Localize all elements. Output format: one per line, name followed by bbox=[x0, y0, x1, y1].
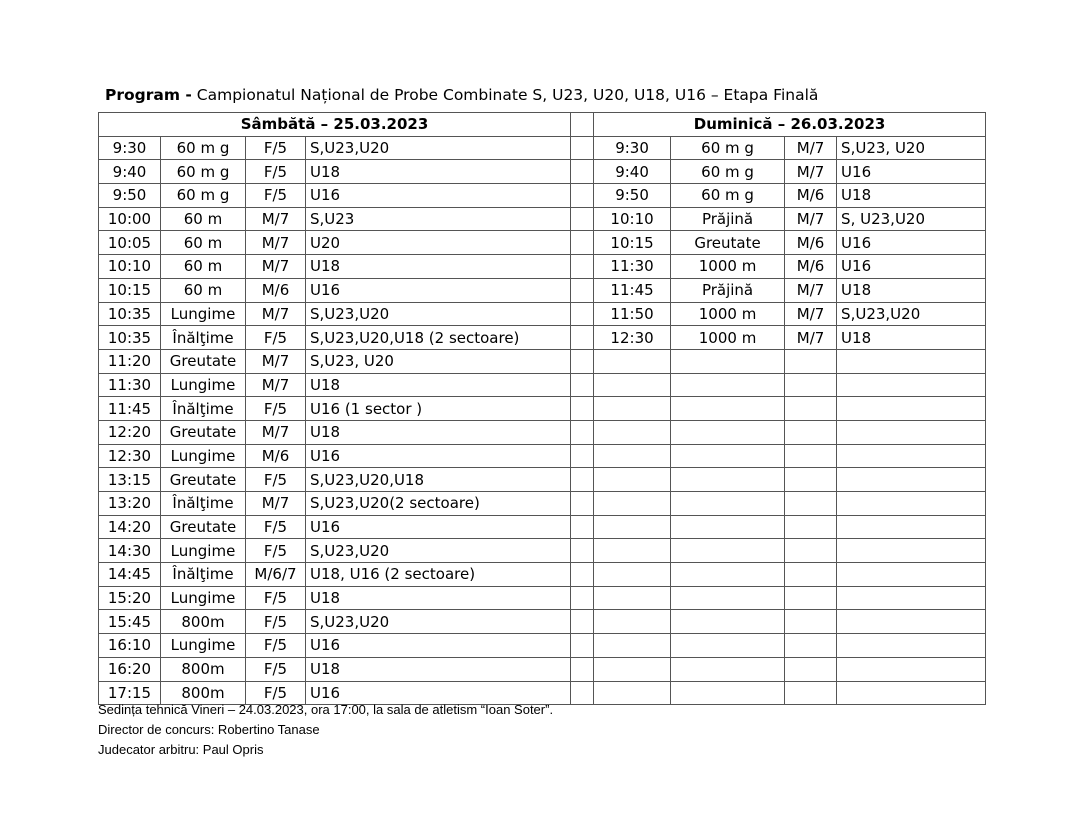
title-text: Campionatul Național de Probe Combinate S, U23, U20, U18, U16 – Etapa Finală bbox=[196, 86, 819, 104]
sunday-category-cell: S,U23, U20 bbox=[837, 136, 986, 160]
schedule-table bbox=[98, 112, 986, 705]
table-row bbox=[99, 586, 986, 610]
sunday-time-cell: 9:50 bbox=[594, 184, 671, 208]
sunday-event-cell bbox=[671, 563, 785, 587]
saturday-time-cell: 10:35 bbox=[99, 302, 161, 326]
saturday-group-cell: F/5 bbox=[246, 136, 306, 160]
saturday-event-cell: 60 m bbox=[161, 255, 246, 279]
table-row bbox=[99, 610, 986, 634]
saturday-event-cell: Înălţime bbox=[161, 492, 246, 516]
sunday-time-cell: 9:30 bbox=[594, 136, 671, 160]
sunday-category-cell bbox=[837, 468, 986, 492]
sunday-event-cell bbox=[671, 515, 785, 539]
saturday-category-cell: S,U23,U20,U18 bbox=[306, 468, 571, 492]
sunday-time-cell: 11:30 bbox=[594, 255, 671, 279]
saturday-category-cell: U16 bbox=[306, 184, 571, 208]
saturday-time-cell: 9:50 bbox=[99, 184, 161, 208]
sunday-event-cell: 1000 m bbox=[671, 326, 785, 350]
sunday-group-cell bbox=[785, 468, 837, 492]
sunday-event-cell: Prăjină bbox=[671, 278, 785, 302]
saturday-event-cell: 800m bbox=[161, 681, 246, 705]
sunday-time-cell: 10:15 bbox=[594, 231, 671, 255]
sunday-time-cell: 10:10 bbox=[594, 207, 671, 231]
sunday-group-cell: M/7 bbox=[785, 136, 837, 160]
sunday-group-cell bbox=[785, 444, 837, 468]
table-row bbox=[99, 255, 986, 279]
sunday-event-cell: 60 m g bbox=[671, 160, 785, 184]
spacer-cell bbox=[571, 657, 594, 681]
sunday-event-cell bbox=[671, 492, 785, 516]
saturday-time-cell: 13:15 bbox=[99, 468, 161, 492]
table-row bbox=[99, 231, 986, 255]
saturday-group-cell: M/7 bbox=[246, 302, 306, 326]
saturday-group-cell: F/5 bbox=[246, 184, 306, 208]
sunday-time-cell bbox=[594, 515, 671, 539]
sunday-event-cell: 60 m g bbox=[671, 184, 785, 208]
spacer-cell bbox=[571, 349, 594, 373]
sunday-group-cell bbox=[785, 563, 837, 587]
saturday-group-cell: F/5 bbox=[246, 326, 306, 350]
sunday-time-cell bbox=[594, 610, 671, 634]
saturday-category-cell: U16 bbox=[306, 634, 571, 658]
saturday-group-cell: F/5 bbox=[246, 468, 306, 492]
sunday-category-cell bbox=[837, 444, 986, 468]
sunday-category-cell bbox=[837, 515, 986, 539]
sunday-group-cell: M/7 bbox=[785, 160, 837, 184]
sunday-time-cell bbox=[594, 468, 671, 492]
saturday-time-cell: 15:20 bbox=[99, 586, 161, 610]
saturday-event-cell: Lungime bbox=[161, 444, 246, 468]
sunday-event-cell bbox=[671, 681, 785, 705]
saturday-category-cell: U16 (1 sector ) bbox=[306, 397, 571, 421]
sunday-category-cell bbox=[837, 610, 986, 634]
spacer-cell bbox=[571, 184, 594, 208]
sunday-event-cell bbox=[671, 349, 785, 373]
sunday-time-cell bbox=[594, 681, 671, 705]
sunday-event-cell bbox=[671, 468, 785, 492]
saturday-event-cell: Înălţime bbox=[161, 326, 246, 350]
saturday-group-cell: F/5 bbox=[246, 515, 306, 539]
spacer-cell bbox=[571, 373, 594, 397]
saturday-time-cell: 16:20 bbox=[99, 657, 161, 681]
saturday-event-cell: 60 m bbox=[161, 278, 246, 302]
spacer-cell bbox=[571, 278, 594, 302]
sunday-group-cell bbox=[785, 349, 837, 373]
table-row bbox=[99, 444, 986, 468]
saturday-category-cell: U18, U16 (2 sectoare) bbox=[306, 563, 571, 587]
saturday-group-cell: M/7 bbox=[246, 492, 306, 516]
saturday-time-cell: 14:30 bbox=[99, 539, 161, 563]
sunday-event-cell bbox=[671, 586, 785, 610]
spacer-cell bbox=[571, 468, 594, 492]
saturday-event-cell: 60 m g bbox=[161, 136, 246, 160]
spacer-cell bbox=[571, 255, 594, 279]
table-row bbox=[99, 492, 986, 516]
saturday-category-cell: U16 bbox=[306, 278, 571, 302]
sunday-group-cell bbox=[785, 492, 837, 516]
saturday-group-cell: M/7 bbox=[246, 231, 306, 255]
saturday-event-cell: 800m bbox=[161, 657, 246, 681]
spacer-cell bbox=[571, 302, 594, 326]
table-row bbox=[99, 563, 986, 587]
sunday-category-cell: S,U23,U20 bbox=[837, 302, 986, 326]
sunday-group-cell bbox=[785, 515, 837, 539]
saturday-event-cell: Greutate bbox=[161, 515, 246, 539]
saturday-category-cell: U18 bbox=[306, 160, 571, 184]
saturday-group-cell: M/7 bbox=[246, 207, 306, 231]
sunday-category-cell bbox=[837, 563, 986, 587]
saturday-time-cell: 10:05 bbox=[99, 231, 161, 255]
sunday-category-cell bbox=[837, 373, 986, 397]
saturday-group-cell: M/6 bbox=[246, 278, 306, 302]
sunday-group-cell: M/7 bbox=[785, 207, 837, 231]
sunday-category-cell: U16 bbox=[837, 255, 986, 279]
saturday-time-cell: 10:10 bbox=[99, 255, 161, 279]
sunday-group-cell bbox=[785, 397, 837, 421]
sunday-category-cell bbox=[837, 349, 986, 373]
table-row bbox=[99, 136, 986, 160]
saturday-category-cell: S,U23 bbox=[306, 207, 571, 231]
spacer-cell bbox=[571, 136, 594, 160]
saturday-category-cell: S,U23,U20,U18 (2 sectoare) bbox=[306, 326, 571, 350]
sunday-category-cell bbox=[837, 420, 986, 444]
note-line: Judecator arbitru: Paul Opris bbox=[98, 742, 264, 757]
saturday-time-cell: 9:40 bbox=[99, 160, 161, 184]
saturday-category-cell: S,U23,U20 bbox=[306, 136, 571, 160]
saturday-time-cell: 10:00 bbox=[99, 207, 161, 231]
saturday-category-cell: S,U23,U20 bbox=[306, 302, 571, 326]
saturday-event-cell: Înălţime bbox=[161, 397, 246, 421]
sunday-group-cell bbox=[785, 420, 837, 444]
table-row bbox=[99, 160, 986, 184]
spacer-cell bbox=[571, 444, 594, 468]
document-title bbox=[105, 86, 818, 104]
saturday-time-cell: 10:35 bbox=[99, 326, 161, 350]
saturday-time-cell: 10:15 bbox=[99, 278, 161, 302]
saturday-category-cell: S,U23,U20 bbox=[306, 610, 571, 634]
sunday-event-cell: Prăjină bbox=[671, 207, 785, 231]
sunday-group-cell bbox=[785, 610, 837, 634]
sunday-category-cell bbox=[837, 657, 986, 681]
saturday-group-cell: M/7 bbox=[246, 255, 306, 279]
saturday-group-cell: F/5 bbox=[246, 657, 306, 681]
sunday-event-cell bbox=[671, 610, 785, 634]
sunday-time-cell bbox=[594, 563, 671, 587]
saturday-group-cell: M/6/7 bbox=[246, 563, 306, 587]
sunday-group-cell: M/6 bbox=[785, 231, 837, 255]
sunday-event-cell: 1000 m bbox=[671, 302, 785, 326]
saturday-time-cell: 11:45 bbox=[99, 397, 161, 421]
saturday-group-cell: M/6 bbox=[246, 444, 306, 468]
sunday-group-cell bbox=[785, 657, 837, 681]
table-row bbox=[99, 349, 986, 373]
sunday-category-cell: U18 bbox=[837, 184, 986, 208]
saturday-category-cell: U18 bbox=[306, 373, 571, 397]
saturday-category-cell: U18 bbox=[306, 255, 571, 279]
spacer-cell bbox=[571, 515, 594, 539]
sunday-time-cell: 9:40 bbox=[594, 160, 671, 184]
saturday-category-cell: S,U23,U20 bbox=[306, 539, 571, 563]
note-line: Sedința tehnică Vineri – 24.03.2023, ora 17:00, la sala de atletism “Ioan Soter”. bbox=[98, 702, 554, 717]
saturday-event-cell: 60 m bbox=[161, 231, 246, 255]
sunday-time-cell bbox=[594, 539, 671, 563]
saturday-event-cell: 60 m g bbox=[161, 160, 246, 184]
saturday-category-cell: U20 bbox=[306, 231, 571, 255]
saturday-category-cell: U18 bbox=[306, 657, 571, 681]
spacer-cell bbox=[571, 113, 594, 137]
sunday-category-cell bbox=[837, 634, 986, 658]
table-row bbox=[99, 207, 986, 231]
sunday-time-cell bbox=[594, 444, 671, 468]
table-row bbox=[99, 397, 986, 421]
saturday-event-cell: Lungime bbox=[161, 586, 246, 610]
saturday-time-cell: 11:20 bbox=[99, 349, 161, 373]
table-row bbox=[99, 184, 986, 208]
saturday-group-cell: M/7 bbox=[246, 420, 306, 444]
saturday-time-cell: 13:20 bbox=[99, 492, 161, 516]
saturday-category-cell: S,U23,U20(2 sectoare) bbox=[306, 492, 571, 516]
sunday-time-cell bbox=[594, 586, 671, 610]
saturday-time-cell: 12:30 bbox=[99, 444, 161, 468]
sunday-group-cell bbox=[785, 634, 837, 658]
saturday-time-cell: 15:45 bbox=[99, 610, 161, 634]
spacer-cell bbox=[571, 586, 594, 610]
saturday-event-cell: 60 m bbox=[161, 207, 246, 231]
saturday-group-cell: F/5 bbox=[246, 539, 306, 563]
spacer-cell bbox=[571, 539, 594, 563]
saturday-time-cell: 9:30 bbox=[99, 136, 161, 160]
saturday-event-cell: 60 m g bbox=[161, 184, 246, 208]
saturday-event-cell: Greutate bbox=[161, 349, 246, 373]
sunday-event-cell bbox=[671, 420, 785, 444]
saturday-group-cell: F/5 bbox=[246, 160, 306, 184]
saturday-category-cell: U16 bbox=[306, 515, 571, 539]
table-row bbox=[99, 539, 986, 563]
saturday-time-cell: 17:15 bbox=[99, 681, 161, 705]
sunday-category-cell: U16 bbox=[837, 160, 986, 184]
saturday-event-cell: Lungime bbox=[161, 373, 246, 397]
saturday-time-cell: 12:20 bbox=[99, 420, 161, 444]
sunday-group-cell bbox=[785, 373, 837, 397]
table-row bbox=[99, 657, 986, 681]
saturday-event-cell: Lungime bbox=[161, 539, 246, 563]
sunday-event-cell bbox=[671, 444, 785, 468]
sunday-category-cell bbox=[837, 681, 986, 705]
sunday-category-cell: U16 bbox=[837, 231, 986, 255]
spacer-cell bbox=[571, 634, 594, 658]
sunday-event-cell bbox=[671, 634, 785, 658]
sunday-group-cell bbox=[785, 586, 837, 610]
sunday-group-cell bbox=[785, 681, 837, 705]
sunday-time-cell bbox=[594, 420, 671, 444]
spacer-cell bbox=[571, 420, 594, 444]
saturday-group-cell: F/5 bbox=[246, 634, 306, 658]
notes-block bbox=[98, 700, 553, 760]
title-bold: Program - bbox=[105, 86, 192, 104]
note-line: Director de concurs: Robertino Tanase bbox=[98, 722, 320, 737]
saturday-category-cell: S,U23, U20 bbox=[306, 349, 571, 373]
table-row bbox=[99, 515, 986, 539]
sunday-event-cell: 60 m g bbox=[671, 136, 785, 160]
sunday-time-cell bbox=[594, 349, 671, 373]
table-row bbox=[99, 468, 986, 492]
saturday-group-cell: F/5 bbox=[246, 586, 306, 610]
sunday-category-cell bbox=[837, 539, 986, 563]
saturday-category-cell: U16 bbox=[306, 444, 571, 468]
sunday-event-cell bbox=[671, 657, 785, 681]
saturday-header: Sâmbătă – 25.03.2023 bbox=[99, 113, 571, 137]
sunday-category-cell: S, U23,U20 bbox=[837, 207, 986, 231]
sunday-event-cell bbox=[671, 539, 785, 563]
saturday-category-cell: U18 bbox=[306, 586, 571, 610]
sunday-category-cell bbox=[837, 397, 986, 421]
spacer-cell bbox=[571, 326, 594, 350]
table-row bbox=[99, 420, 986, 444]
spacer-cell bbox=[571, 563, 594, 587]
sunday-group-cell: M/6 bbox=[785, 184, 837, 208]
sunday-event-cell bbox=[671, 397, 785, 421]
sunday-event-cell bbox=[671, 373, 785, 397]
table-row bbox=[99, 373, 986, 397]
sunday-time-cell bbox=[594, 634, 671, 658]
saturday-event-cell: Lungime bbox=[161, 302, 246, 326]
table-row bbox=[99, 326, 986, 350]
spacer-cell bbox=[571, 681, 594, 705]
saturday-time-cell: 11:30 bbox=[99, 373, 161, 397]
saturday-category-cell: U16 bbox=[306, 681, 571, 705]
spacer-cell bbox=[571, 610, 594, 634]
sunday-group-cell: M/7 bbox=[785, 278, 837, 302]
saturday-group-cell: M/7 bbox=[246, 373, 306, 397]
saturday-event-cell: Greutate bbox=[161, 468, 246, 492]
saturday-event-cell: Lungime bbox=[161, 634, 246, 658]
spacer-cell bbox=[571, 397, 594, 421]
saturday-group-cell: M/7 bbox=[246, 349, 306, 373]
sunday-group-cell bbox=[785, 539, 837, 563]
sunday-time-cell bbox=[594, 657, 671, 681]
sunday-group-cell: M/7 bbox=[785, 302, 837, 326]
saturday-category-cell: U18 bbox=[306, 420, 571, 444]
sunday-group-cell: M/7 bbox=[785, 326, 837, 350]
sunday-time-cell: 12:30 bbox=[594, 326, 671, 350]
header-row bbox=[99, 113, 986, 137]
sunday-header: Duminică – 26.03.2023 bbox=[594, 113, 986, 137]
spacer-cell bbox=[571, 160, 594, 184]
sunday-category-cell: U18 bbox=[837, 278, 986, 302]
saturday-group-cell: F/5 bbox=[246, 610, 306, 634]
saturday-time-cell: 16:10 bbox=[99, 634, 161, 658]
sunday-time-cell: 11:50 bbox=[594, 302, 671, 326]
table-row bbox=[99, 278, 986, 302]
saturday-group-cell: F/5 bbox=[246, 397, 306, 421]
sunday-group-cell: M/6 bbox=[785, 255, 837, 279]
saturday-event-cell: Greutate bbox=[161, 420, 246, 444]
saturday-event-cell: Înălţime bbox=[161, 563, 246, 587]
sunday-time-cell bbox=[594, 373, 671, 397]
table-row bbox=[99, 302, 986, 326]
sunday-category-cell bbox=[837, 586, 986, 610]
spacer-cell bbox=[571, 231, 594, 255]
saturday-group-cell: F/5 bbox=[246, 681, 306, 705]
saturday-time-cell: 14:45 bbox=[99, 563, 161, 587]
sunday-event-cell: 1000 m bbox=[671, 255, 785, 279]
spacer-cell bbox=[571, 207, 594, 231]
table-row bbox=[99, 634, 986, 658]
sunday-time-cell bbox=[594, 397, 671, 421]
sunday-time-cell bbox=[594, 492, 671, 516]
saturday-event-cell: 800m bbox=[161, 610, 246, 634]
spacer-cell bbox=[571, 492, 594, 516]
sunday-event-cell: Greutate bbox=[671, 231, 785, 255]
sunday-time-cell: 11:45 bbox=[594, 278, 671, 302]
sunday-category-cell: U18 bbox=[837, 326, 986, 350]
saturday-time-cell: 14:20 bbox=[99, 515, 161, 539]
sunday-category-cell bbox=[837, 492, 986, 516]
